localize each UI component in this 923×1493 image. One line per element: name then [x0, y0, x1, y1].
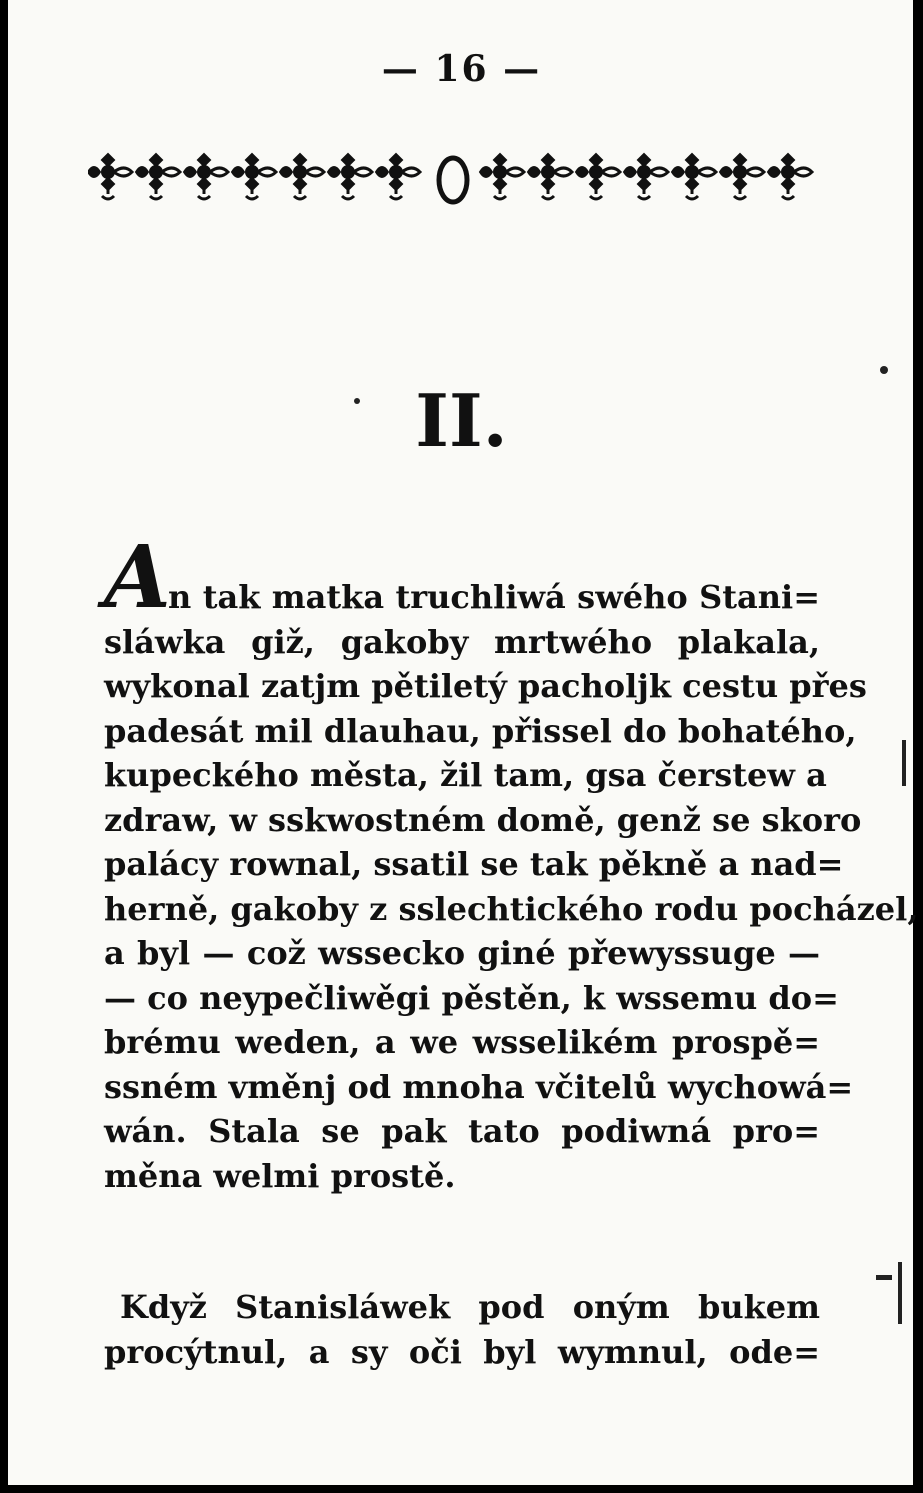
scan-speck [354, 398, 360, 404]
paragraph-1 [104, 575, 919, 1198]
scan-speck [880, 366, 888, 374]
text-line: a byl — což wssecko giné přewyssuge — [104, 934, 820, 972]
text-line: padesát mil dlauhau, přissel do bohatého, [104, 711, 857, 750]
text-line: palácy rownal, ssatil se tak pěkně a nad= [104, 845, 844, 883]
ornament-border [88, 150, 818, 212]
chapter-heading: II. [415, 378, 508, 463]
page-number: — 16 — [381, 48, 542, 90]
text-line: brému weden, a we wsselikém prospě= [104, 1023, 820, 1061]
text-line: n tak matka truchliwá swého Stani= [168, 578, 820, 616]
text-line: ssném vměnj od mnoha včitelů wychowá= [104, 1067, 854, 1106]
text-line: herně, gakoby z sslechtického rodu pocházel, [104, 889, 919, 928]
text-line: kupeckého města, žil tam, gsa čerstew a [104, 756, 827, 794]
text-line: procýtnul, a sy oči byl wymnul, ode= [104, 1332, 820, 1371]
text-line: zdraw, w sskwostném domě, genž se skoro [104, 800, 862, 839]
drop-cap: A [104, 527, 171, 628]
paragraph-2 [104, 1285, 820, 1374]
text-line: Když Stanisláwek pod oným bukem [120, 1288, 820, 1326]
scan-speck [898, 1262, 902, 1324]
text-line: wán. Stala se pak tato podiwná pro= [104, 1112, 820, 1150]
scan-speck [902, 740, 906, 786]
text-line: wykonal zatjm pětiletý pacholjk cestu přes [104, 667, 867, 705]
scan-speck [876, 1275, 892, 1280]
text-line: sláwka giž, gakoby mrtwého plakala, [104, 622, 820, 661]
text-line: — co neypečliwěgi pěstěn, k wssemu do= [104, 978, 839, 1017]
text-line: měna welmi prostě. [104, 1156, 456, 1195]
